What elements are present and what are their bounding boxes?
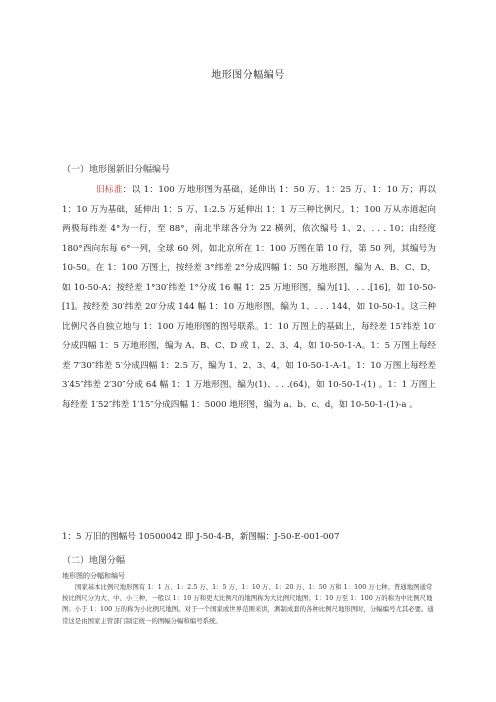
old-standard-label: 旧标准 <box>96 185 123 195</box>
old-new-code-line: 1：5 万旧的图幅号 10500042 即 J-50-4-B，新图幅：J-50-E-001-007 <box>62 532 340 542</box>
page-title: 地形图分幅编号 <box>211 70 285 81</box>
small-paragraph: 国家基本比例尺地形图有 1：1 万、1：2.5 万、1：5 万、1：10 万、1：20 万、1：50 万和 1：100 万七种。普通地图通常按比例尺分为大、中、小三种，一般以 1：10 万和更大比例尺的地图称为大比例尺地图；1：10 万至 1：100 万的称为中比例尺地图；小于 1：100 万的称为小比例尺地图。对于一个国家或世界范围来讲，测制成套的各种比例尺地形图时，分幅编号尤其必要。通常这是由国家主管部门制定统一的图幅分幅和编号系统。 <box>62 583 434 625</box>
section-heading-2: （二）地图分幅 <box>62 556 126 566</box>
body-paragraph-1 <box>62 181 436 415</box>
sub-heading: 地形图的分幅和编号 <box>62 572 125 580</box>
para1-text: ：以 1：100 万地形图为基础，延伸出 1：50 万、1：25 万、1：10 万；再以 1：10 万为基础，延伸出 1：5 万、1:2.5 万延伸出 1：1 万三种比例尺。1：100 万从赤道起向两极每纬差 4°为一行，至 88°，南北半球各分为 22 横列，依次编号 1、2、. . . 10；由经度 180°西向东每 6°一列，全球 60 列，如北京所在 1：100 万图在第 10 行，第 50 列，其编号为 10-50。在 1：100 万图上，按经差 3°纬差 2°分成四幅 1：50 万地形图，编为 A、B、C、D，如 10-50-A；按经差 1°30′纬差 1°分成 16 幅 1：25 万地形图，编为[1]、. . .[16]，如 10-50-[1]。按经差 30′纬差 20′分成 144 幅 1：10 万地形图，编为 1、. . . 144，如 10-50-1。这三种比例尺各自独立地与 1：100 万地形图的图号联系。1：10 万图上的基础上，每经差 15′纬差 10′分成四幅 1：5 万地形图，编为 A、B、C、D 或 1、2、3、4，如 10-50-1-A。1：5 万图上每经差 7′30″纬差 5′分成四幅 1：2.5 万，编为 1、2、3、4，如 10-50-1-A-1。1：10 万图上每经差 3′45″纬差 2′30″分成 64 幅 1：1 万地形图，编为(1)、. . .(64)，如 10-50-1-(1) 。1：1 万图上每经差 1′52″纬差 1′15″分成四幅 1：5000 地形图，编为 a、b、c、d，如 10-50-1-(1)-a 。 <box>62 185 436 410</box>
section-heading-1: （一）地形图新旧分幅编号 <box>62 165 171 175</box>
